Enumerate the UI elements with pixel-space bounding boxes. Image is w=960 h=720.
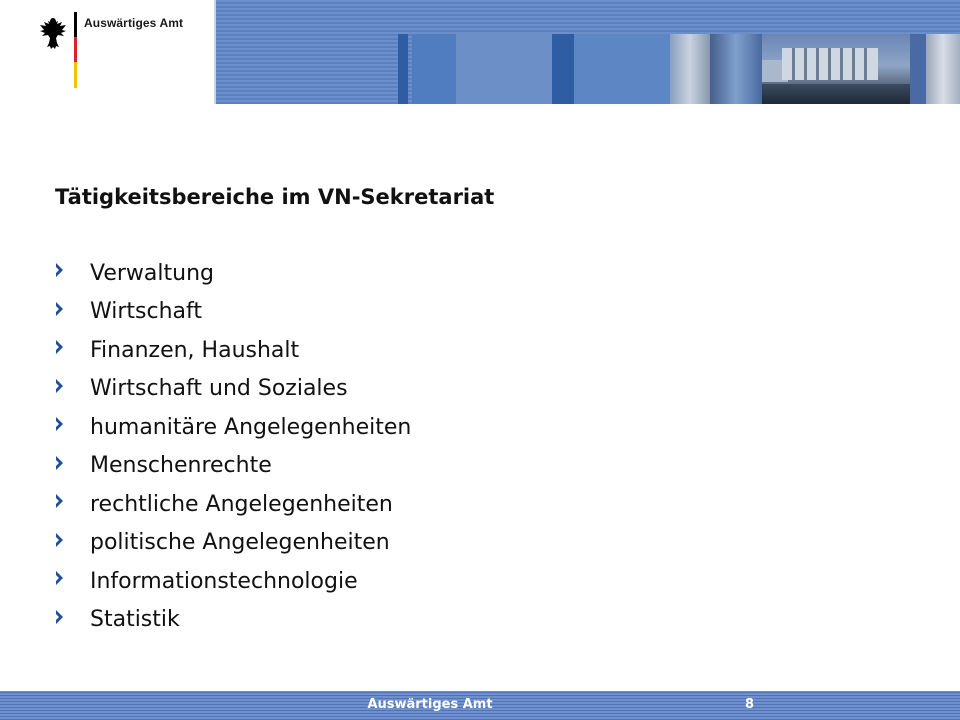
list-item: [55, 331, 411, 370]
list-item-label: humanitäre Angelegenheiten: [90, 414, 412, 440]
topic-list: [55, 254, 411, 639]
list-item-label: Finanzen, Haushalt: [90, 337, 300, 363]
list-item: [55, 601, 411, 640]
list-item-label: Informationstechnologie: [90, 568, 358, 594]
header-banner: [216, 0, 960, 104]
list-item-label: rechtliche Angelegenheiten: [90, 491, 393, 517]
chevron-right-icon: [55, 570, 65, 586]
logo-area: [0, 0, 216, 104]
building-photo: [762, 34, 910, 104]
chevron-right-icon: [55, 609, 65, 625]
federal-eagle-icon: [38, 16, 68, 50]
list-item-label: politische Angelegenheiten: [90, 530, 390, 556]
chevron-right-icon: [55, 378, 65, 394]
list-item: [55, 408, 411, 447]
list-item: [55, 562, 411, 601]
chevron-right-icon: [55, 262, 65, 278]
flag-bar: [74, 12, 77, 88]
list-item-label: Wirtschaft: [90, 299, 203, 325]
page-number: 8: [745, 697, 755, 712]
list-item: [55, 293, 411, 332]
list-item: [55, 254, 411, 293]
footer-bar: [0, 691, 960, 720]
list-item-label: Statistik: [90, 607, 180, 633]
slide-title: Tätigkeitsbereiche im VN-Sekretariat: [55, 185, 495, 209]
chevron-right-icon: [55, 339, 65, 355]
chevron-right-icon: [55, 455, 65, 471]
header: [0, 0, 960, 104]
chevron-right-icon: [55, 493, 65, 509]
chevron-right-icon: [55, 532, 65, 548]
chevron-right-icon: [55, 416, 65, 432]
footer-brand: Auswärtiges Amt: [367, 697, 493, 712]
list-item-label: Menschenrechte: [90, 453, 272, 479]
brand-name: Auswärtiges Amt: [84, 16, 184, 30]
chevron-right-icon: [55, 301, 65, 317]
list-item-label: Verwaltung: [90, 260, 214, 286]
list-item: [55, 370, 411, 409]
list-item: [55, 447, 411, 486]
list-item-label: Wirtschaft und Soziales: [90, 376, 348, 402]
list-item: [55, 524, 411, 563]
list-item: [55, 485, 411, 524]
